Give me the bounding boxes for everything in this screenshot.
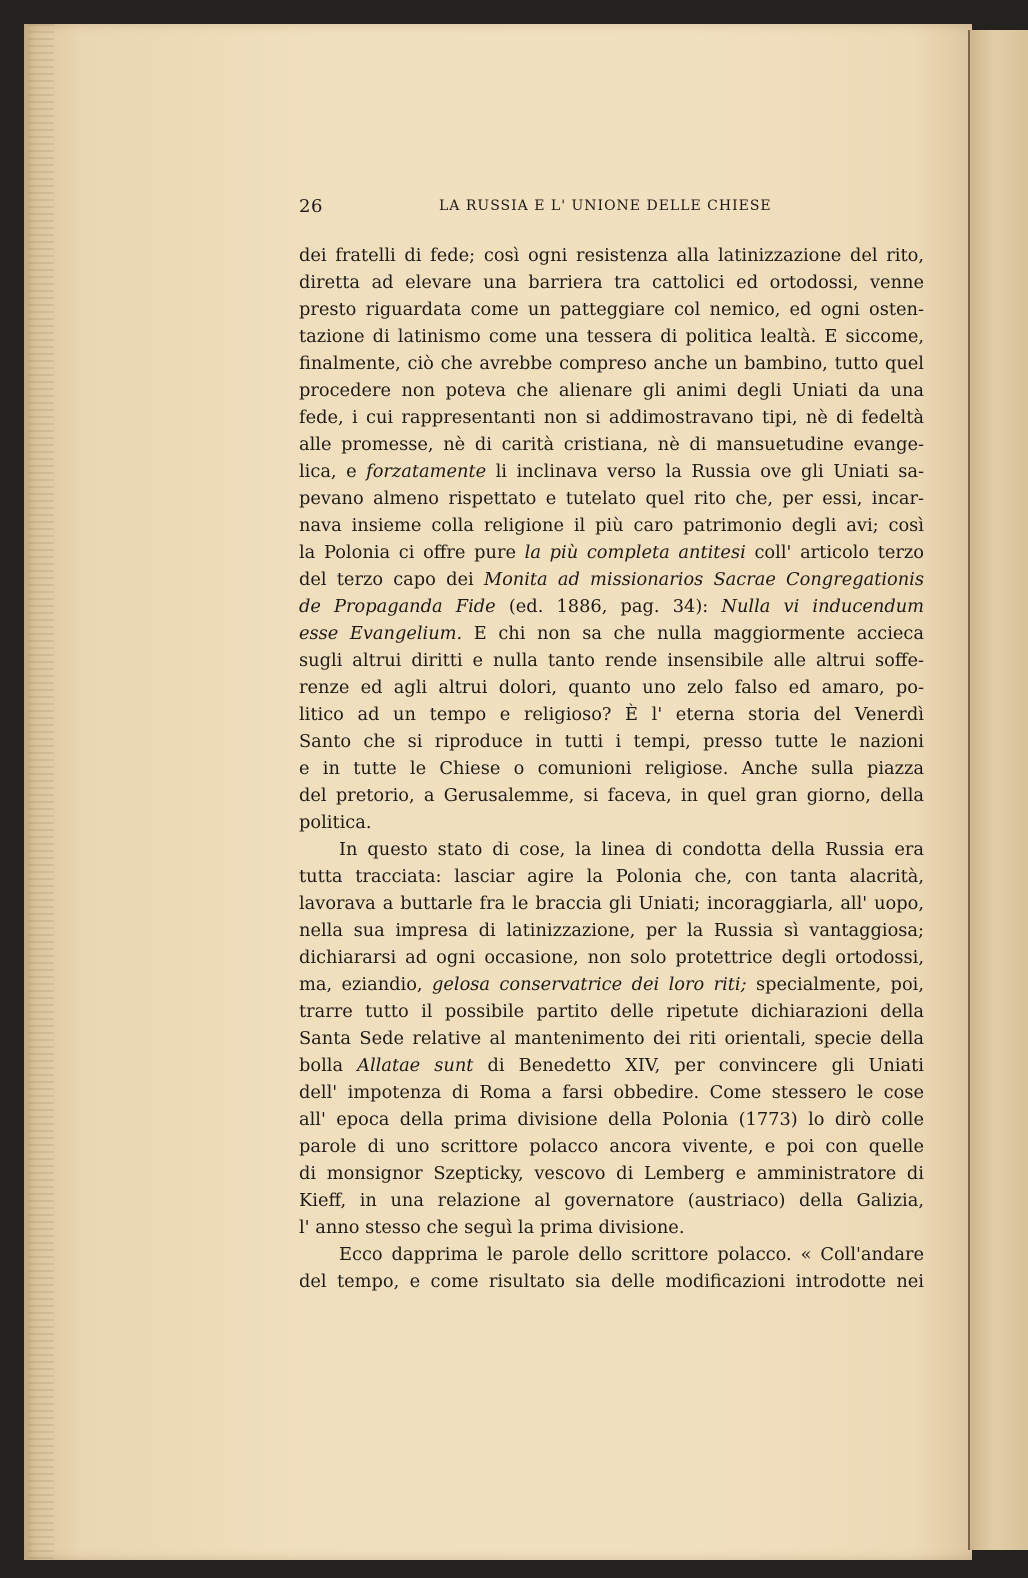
text-line [299, 620, 924, 647]
page-content [299, 194, 924, 1295]
text-segment: parole di uno scrittore polacco ancora vivente, e poi con quelle [299, 1136, 924, 1157]
text-line [299, 377, 924, 404]
text-line [299, 566, 924, 593]
text-segment: E chi non sa che nulla maggiormente accieca [462, 623, 924, 644]
text-line [299, 1133, 924, 1160]
text-segment: coll' articolo terzo [745, 542, 924, 563]
text-segment: e in tutte le Chiese o comunioni religiose. Anche sulla piazza [299, 758, 924, 779]
text-segment: fede, i cui rappresentanti non si addimostravano tipi, nè di fedeltà [299, 407, 924, 428]
text-line [299, 782, 924, 809]
text-line [299, 1106, 924, 1133]
text-segment: lica, e [299, 461, 367, 482]
next-page-edge [968, 30, 1028, 1550]
text-segment: In questo stato di cose, la linea di condotta della Russia era [339, 839, 924, 860]
text-segment: ma, eziandio, [299, 974, 432, 995]
text-line [299, 269, 924, 296]
text-segment: tutta tracciata: lasciar agire la Polonia che, con tanta alacrità, [299, 866, 924, 887]
text-segment: presto riguardata come un patteggiare col nemico, ed ogni osten- [299, 299, 924, 320]
page-header [299, 194, 924, 224]
text-line [299, 1025, 924, 1052]
text-segment: Kieff, in una relazione al governatore (austriaco) della Galizia, [299, 1190, 924, 1211]
italic-text: Monita ad missionarios Sacrae Congregationis [483, 569, 924, 590]
italic-text: de Propaganda Fide [299, 596, 496, 617]
text-segment: renze ed agli altrui dolori, quanto uno zelo falso ed amaro, po- [299, 677, 924, 698]
running-title: LA RUSSIA E L' UNIONE DELLE CHIESE [439, 198, 772, 214]
text-line [299, 863, 924, 890]
italic-text: forzatamente [366, 461, 487, 482]
text-line [299, 1052, 924, 1079]
page-number: 26 [299, 196, 323, 217]
text-segment: politica. [299, 812, 372, 833]
italic-text: la più completa antitesi [524, 542, 746, 563]
text-segment: dei fratelli di fede; così ogni resistenza alla latinizzazione del rito, [299, 245, 924, 266]
text-segment: del pretorio, a Gerusalemme, si faceva, in quel gran giorno, della [299, 785, 924, 806]
text-segment: finalmente, ciò che avrebbe compreso anche un bambino, tutto quel [299, 353, 924, 374]
text-line [299, 1241, 924, 1268]
text-segment: dell' impotenza di Roma a farsi obbedire. Come stessero le cose [299, 1082, 924, 1103]
text-segment: alle promesse, nè di carità cristiana, nè di mansuetudine evange- [299, 434, 924, 455]
text-line [299, 539, 924, 566]
text-segment: del tempo, e come risultato sia delle modificazioni introdotte nei [299, 1271, 924, 1292]
text-line [299, 998, 924, 1025]
text-line [299, 809, 924, 836]
text-segment: lavorava a buttarle fra le braccia gli Uniati; incoraggiarla, all' uopo, [299, 893, 924, 914]
text-line [299, 1214, 924, 1241]
text-line [299, 242, 924, 269]
text-segment: bolla [299, 1055, 358, 1076]
text-segment: specialmente, poi, [746, 974, 924, 995]
italic-text: esse Evangelium. [299, 623, 463, 644]
text-segment: di monsignor Szepticky, vescovo di Lemberg e amministratore di [299, 1163, 924, 1184]
text-segment: l' anno stesso che seguì la prima divisione. [299, 1217, 685, 1238]
text-segment: di Benedetto XIV, per convincere gli Uniati [473, 1055, 924, 1076]
text-line [299, 458, 924, 485]
text-segment: tazione di latinismo come una tessera di politica lealtà. E siccome, [299, 326, 924, 347]
text-line [299, 323, 924, 350]
text-segment: Santo che si riproduce in tutti i tempi, presso tutte le nazioni [299, 731, 924, 752]
italic-text: gelosa conservatrice dei loro riti; [432, 974, 747, 995]
text-line [299, 917, 924, 944]
text-line [299, 1160, 924, 1187]
text-segment: trarre tutto il possibile partito delle ripetute dichiarazioni della [299, 1001, 924, 1022]
text-segment: dichiararsi ad ogni occasione, non solo protettrice degli ortodossi, [299, 947, 924, 968]
text-segment: del terzo capo dei [299, 569, 484, 590]
text-line [299, 755, 924, 782]
text-line [299, 1187, 924, 1214]
text-segment: litico ad un tempo e religioso? È l' eterna storia del Venerdì [299, 704, 924, 725]
text-line [299, 1268, 924, 1295]
text-segment: all' epoca della prima divisione della Polonia (1773) lo dirò colle [299, 1109, 924, 1130]
text-segment: sugli altrui diritti e nulla tanto rende insensibile alle altrui soffe- [299, 650, 924, 671]
body-text [299, 242, 924, 1295]
text-line [299, 728, 924, 755]
text-line [299, 836, 924, 863]
italic-text: Allatae sunt [357, 1055, 474, 1076]
text-line [299, 1079, 924, 1106]
text-line [299, 404, 924, 431]
text-line [299, 971, 924, 998]
text-segment: procedere non poteva che alienare gli animi degli Uniati da una [299, 380, 924, 401]
text-line [299, 890, 924, 917]
text-segment: (ed. 1886, pag. 34): [495, 596, 722, 617]
text-segment: nava insieme colla religione il più caro patrimonio degli avi; così [299, 515, 924, 536]
text-line [299, 701, 924, 728]
text-segment: nella sua impresa di latinizzazione, per la Russia sì vantaggiosa; [299, 920, 924, 941]
text-line [299, 512, 924, 539]
text-line [299, 593, 924, 620]
text-segment: pevano almeno rispettato e tutelato quel rito che, per essi, incar- [299, 488, 924, 509]
text-line [299, 296, 924, 323]
text-line [299, 350, 924, 377]
text-line [299, 944, 924, 971]
book-page [24, 24, 972, 1560]
text-segment: li inclinava verso la Russia ove gli Uniati sa- [486, 461, 924, 482]
text-line [299, 647, 924, 674]
text-segment: diretta ad elevare una barriera tra cattolici ed ortodossi, venne [299, 272, 924, 293]
text-segment: Ecco dapprima le parole dello scrittore polacco. « Coll'andare [339, 1244, 924, 1265]
text-segment: la Polonia ci offre pure [299, 542, 525, 563]
text-segment: Santa Sede relative al mantenimento dei riti orientali, specie della [299, 1028, 924, 1049]
text-line [299, 674, 924, 701]
text-line [299, 431, 924, 458]
italic-text: Nulla vi inducendum [721, 596, 925, 617]
text-line [299, 485, 924, 512]
